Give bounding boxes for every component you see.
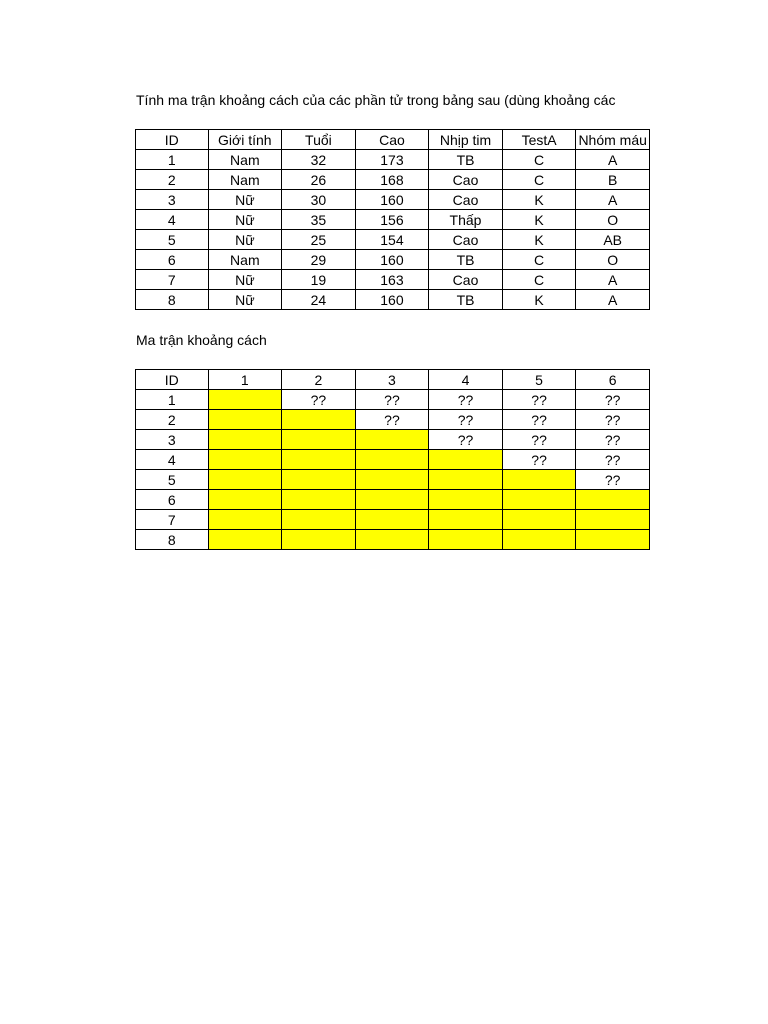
cell-height: 163 [355,270,429,290]
table-row [136,250,650,270]
cell-blood-type: A [576,190,650,210]
matrix-cell-highlighted [355,470,429,490]
matrix-row-id: 2 [136,410,209,430]
cell-gender: Nữ [208,270,282,290]
cell-gender: Nữ [208,290,282,310]
cell-gender: Nam [208,170,282,190]
cell-gender: Nam [208,150,282,170]
cell-age: 30 [282,190,356,210]
matrix-cell-highlighted [355,490,429,510]
cell-blood-type: O [576,250,650,270]
matrix-cell-highlighted [208,430,282,450]
matrix-row [136,430,650,450]
matrix-cell-unknown: ?? [576,390,650,410]
matrix-cell-highlighted [355,530,429,550]
cell-blood-type: A [576,270,650,290]
matrix-row [136,530,650,550]
distance-matrix-table [135,369,650,550]
matrix-cell-highlighted [208,470,282,490]
matrix-cell-unknown: ?? [429,430,503,450]
matrix-cell-highlighted [576,490,650,510]
cell-height: 160 [355,250,429,270]
cell-height: 154 [355,230,429,250]
cell-id: 5 [136,230,209,250]
matrix-row-id: 5 [136,470,209,490]
matrix-row-id: 6 [136,490,209,510]
matrix-row [136,450,650,470]
matrix-cell-highlighted [208,530,282,550]
cell-test-a: C [502,150,576,170]
matrix-cell-unknown: ?? [576,450,650,470]
matrix-cell-highlighted [282,530,356,550]
cell-test-a: K [502,210,576,230]
cell-heart-rate: TB [429,250,503,270]
cell-id: 4 [136,210,209,230]
matrix-cell-unknown: ?? [502,390,576,410]
table-row [136,290,650,310]
cell-blood-type: O [576,210,650,230]
cell-id: 3 [136,190,209,210]
header-gender: Giới tính [208,130,282,150]
matrix-cell-highlighted [355,430,429,450]
header-heart-rate: Nhịp tim [429,130,503,150]
table-row [136,270,650,290]
matrix-row [136,390,650,410]
matrix-row-id: 3 [136,430,209,450]
matrix-cell-highlighted [502,470,576,490]
matrix-cell-unknown: ?? [429,410,503,430]
cell-height: 168 [355,170,429,190]
matrix-cell-highlighted [208,510,282,530]
matrix-cell-unknown: ?? [576,430,650,450]
cell-height: 173 [355,150,429,170]
matrix-row [136,510,650,530]
cell-blood-type: B [576,170,650,190]
matrix-cell-highlighted [429,530,503,550]
matrix-cell-unknown: ?? [355,410,429,430]
matrix-cell-highlighted [282,510,356,530]
cell-height: 160 [355,290,429,310]
cell-gender: Nam [208,250,282,270]
cell-age: 29 [282,250,356,270]
matrix-cell-highlighted [208,410,282,430]
matrix-header-1: 1 [208,370,282,390]
matrix-cell-highlighted [282,470,356,490]
matrix-cell-highlighted [576,530,650,550]
cell-blood-type: A [576,150,650,170]
instruction-text: Tính ma trận khoảng cách của các phần tử trong bảng sau (dùng khoảng các [136,92,616,108]
matrix-cell-highlighted [282,450,356,470]
cell-id: 1 [136,150,209,170]
cell-age: 26 [282,170,356,190]
header-id: ID [136,130,209,150]
cell-age: 32 [282,150,356,170]
matrix-cell-highlighted [429,510,503,530]
matrix-row [136,470,650,490]
cell-blood-type: A [576,290,650,310]
header-test-a: TestA [502,130,576,150]
cell-age: 25 [282,230,356,250]
matrix-cell-unknown: ?? [502,450,576,470]
matrix-row-id: 8 [136,530,209,550]
matrix-header-6: 6 [576,370,650,390]
cell-gender: Nữ [208,190,282,210]
matrix-cell-highlighted [208,450,282,470]
cell-heart-rate: Cao [429,270,503,290]
cell-id: 7 [136,270,209,290]
matrix-header-5: 5 [502,370,576,390]
cell-blood-type: AB [576,230,650,250]
cell-age: 35 [282,210,356,230]
matrix-header-3: 3 [355,370,429,390]
table-row [136,190,650,210]
cell-heart-rate: TB [429,150,503,170]
matrix-cell-highlighted [282,410,356,430]
matrix-cell-highlighted [282,430,356,450]
matrix-cell-unknown: ?? [576,410,650,430]
matrix-cell-highlighted [355,450,429,470]
matrix-title: Ma trận khoảng cách [136,332,267,348]
matrix-cell-highlighted [576,510,650,530]
table-header-row [136,130,650,150]
header-blood-type: Nhóm máu [576,130,650,150]
table-row [136,210,650,230]
matrix-cell-highlighted [502,490,576,510]
cell-test-a: C [502,170,576,190]
cell-test-a: C [502,270,576,290]
matrix-cell-highlighted [282,490,356,510]
data-table [135,129,650,310]
matrix-cell-unknown: ?? [282,390,356,410]
table-row [136,150,650,170]
header-height: Cao [355,130,429,150]
matrix-cell-unknown: ?? [502,410,576,430]
matrix-header-id: ID [136,370,209,390]
cell-age: 24 [282,290,356,310]
cell-id: 6 [136,250,209,270]
matrix-cell-highlighted [208,390,282,410]
cell-test-a: K [502,190,576,210]
cell-height: 160 [355,190,429,210]
cell-heart-rate: Cao [429,170,503,190]
matrix-cell-highlighted [355,510,429,530]
matrix-cell-unknown: ?? [355,390,429,410]
table-row [136,230,650,250]
cell-gender: Nữ [208,210,282,230]
matrix-row [136,410,650,430]
cell-test-a: K [502,290,576,310]
cell-age: 19 [282,270,356,290]
matrix-row-id: 7 [136,510,209,530]
cell-heart-rate: Cao [429,230,503,250]
matrix-cell-unknown: ?? [429,390,503,410]
cell-test-a: C [502,250,576,270]
header-age: Tuổi [282,130,356,150]
cell-heart-rate: Cao [429,190,503,210]
matrix-cell-highlighted [429,450,503,470]
cell-heart-rate: TB [429,290,503,310]
matrix-cell-highlighted [502,510,576,530]
matrix-row-id: 1 [136,390,209,410]
cell-gender: Nữ [208,230,282,250]
matrix-cell-unknown: ?? [502,430,576,450]
matrix-header-2: 2 [282,370,356,390]
matrix-cell-unknown: ?? [576,470,650,490]
cell-test-a: K [502,230,576,250]
matrix-cell-highlighted [429,470,503,490]
matrix-row-id: 4 [136,450,209,470]
cell-id: 2 [136,170,209,190]
cell-heart-rate: Thấp [429,210,503,230]
table-row [136,170,650,190]
matrix-header-row [136,370,650,390]
matrix-cell-highlighted [429,490,503,510]
matrix-cell-highlighted [208,490,282,510]
matrix-header-4: 4 [429,370,503,390]
matrix-row [136,490,650,510]
cell-height: 156 [355,210,429,230]
matrix-cell-highlighted [502,530,576,550]
cell-id: 8 [136,290,209,310]
